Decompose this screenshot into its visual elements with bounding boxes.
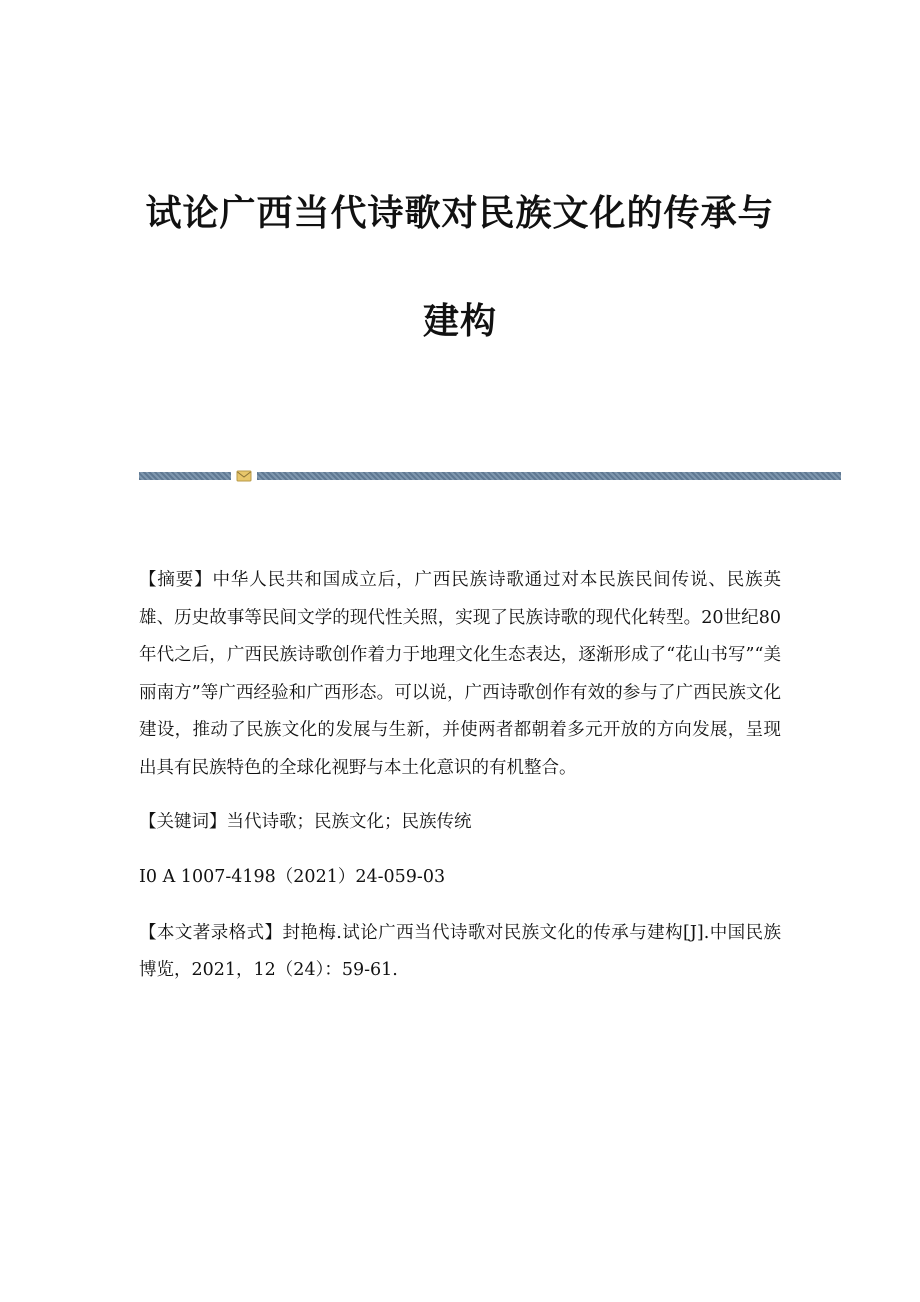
title-line-1: 试论广西当代诗歌对民族文化的传承与 [145,193,775,234]
keywords-label: 【关键词】 [139,811,227,832]
document-body [139,562,781,990]
envelope-icon [236,469,252,483]
citation-label: 【本文著录格式】 [139,922,283,943]
abstract-label: 【摘要】 [139,570,213,590]
abstract-text: 中华人民共和国成立后，广西民族诗歌通过对本民族民间传说、民族英雄、历史故事等民间文学的现代性关照，实现了民族诗歌的现代化转型。20世纪80年代之后，广西民族诗歌创作着力于地理文化生态表达，逐渐形成了“花山书写”“美丽南方”等广西经验和广西形态。可以说，广西诗歌创作有效的参与了广西民族文化建设，推动了民族文化的发展与生新，并使两者都朝着多元开放的方向发展，呈现出具有民族特色的全球化视野与本土化意识的有机整合。 [139,570,782,778]
abstract-paragraph [139,562,781,788]
divider-bar-right [257,472,841,480]
title-divider [139,469,841,483]
divider-bar-left [139,472,231,480]
title-line-2: 建构 [422,301,497,342]
classification-code: I0 A 1007-4198（2021）24-059-03 [139,867,446,888]
keywords-text: 当代诗歌；民族文化；民族传统 [226,811,472,832]
citation-text: 封艳梅.试论广西当代诗歌对民族文化的传承与建构[J].中国民族博览，2021，12（24）：59-61. [139,922,782,981]
citation-paragraph [139,915,781,990]
keywords-paragraph [139,804,781,842]
document-title [0,188,920,348]
